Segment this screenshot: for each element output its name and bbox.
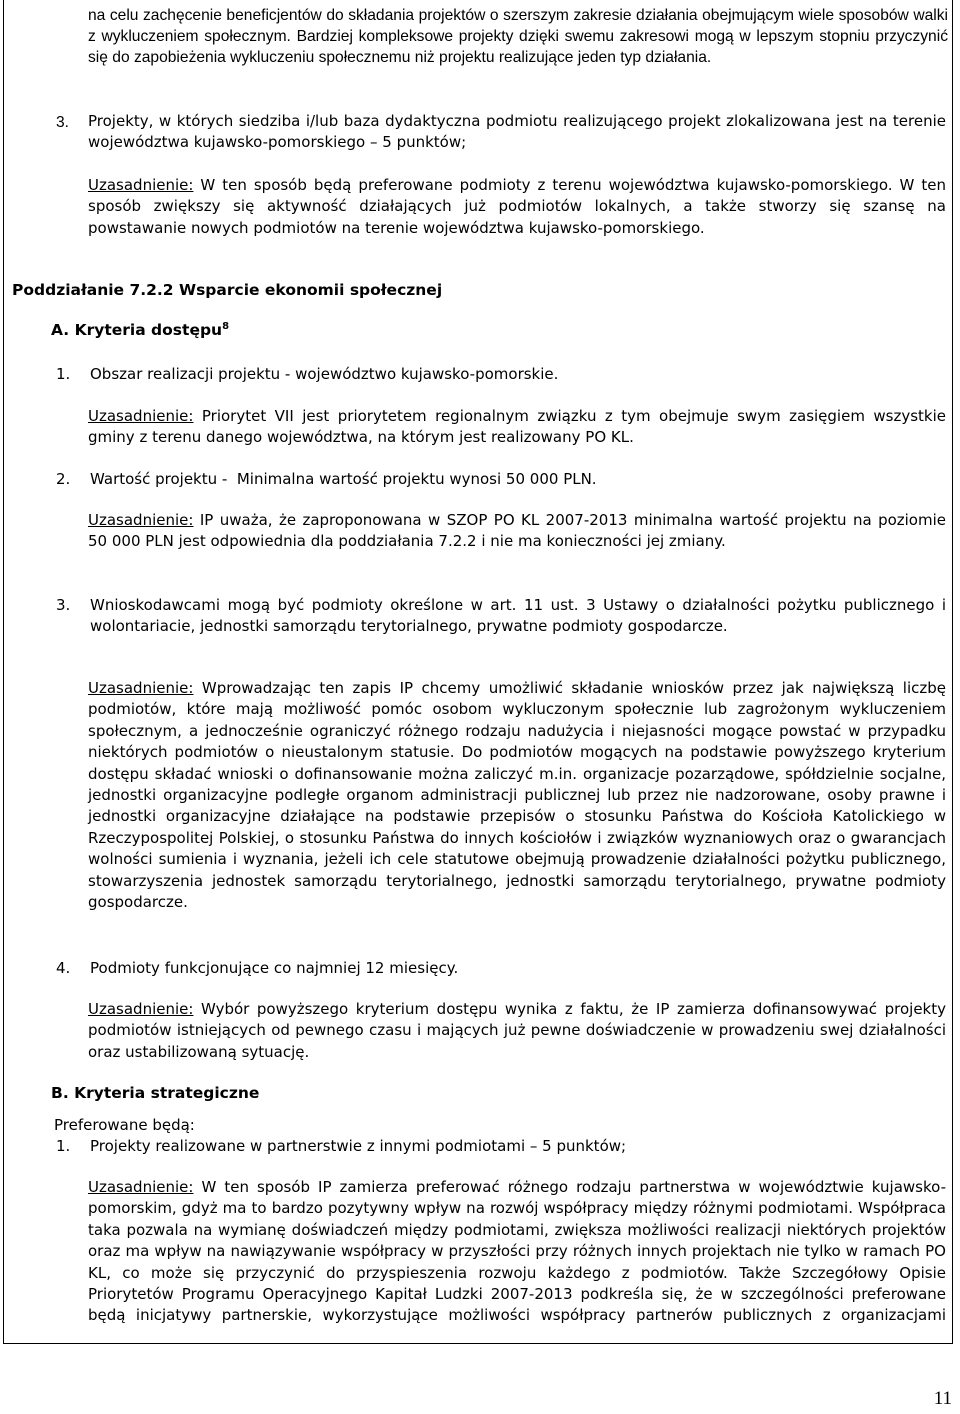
- page-number: 11: [933, 1388, 952, 1409]
- justification-paragraph: [88, 678, 946, 913]
- justification-label: Uzasadnienie:: [88, 1000, 194, 1018]
- intro-paragraph: na celu zachęcenie beneficjentów do składania projektów o szerszym zakresie działania obejmującym wiele sposobów walki z wykluczeniem społecznym. Bardziej kompleksowe projekty dzięki swemu zakresowi mogą w lepszym stopniu przyczynić się do zapobieżenia wykluczeniu społecznemu niż projektu realizujące jeden typ działania.: [88, 7, 948, 67]
- justification-paragraph: [88, 510, 946, 553]
- justification-text: Wprowadzając ten zapis IP chcemy umożliwić składanie wniosków przez jak największą liczbę podmiotów, które mają możliwość pomóc osobom wykluczonym społecznie lub zagrożonym wykluczeniem społecznym, a jednocześnie ograniczyć różnego rodzaju nadużycia i niejasności mogące powstać w przypadku niektórych podmiotów o nieustalonym statusie. Do podmiotów mogących na podstawie powyższego kryterium dostępu składać wnioski o dofinansowanie można zaliczyć m.in. organizacje pozarządowe, spółdzielnie socjalne, jednostki organizacyjne podległe organom administracji publicznej lub przez nie nadzorowane, osoby prawne i jednostki organizacyjne działające na podstawie przepisów o stosunku Państwa do Kościoła Katolickiego w Rzeczypospolitej Polskiej, o stosunku Państwa do innych kościołów i związków wyznaniowych oraz o gwarancjach wolności sumienia i wyznania, jeżeli ich cele statutowe obejmują prowadzenie działalności pożytku publicznego, stowarzyszenia jednostek samorządu terytorialnego, jednostki samorządu terytorialnego, prywatne podmioty gospodarcze.: [88, 679, 946, 912]
- justification-label: Uzasadnienie:: [88, 511, 194, 529]
- criterion-text: Wnioskodawcami mogą być podmioty określone w art. 11 ust. 3 Ustawy o działalności pożytku publicznego i wolontariacie, jednostki samorządu terytorialnego, prywatne podmioty gospodarcze.: [90, 596, 946, 636]
- item-number: 3.: [56, 596, 71, 614]
- criterion-text: Wartość projektu - Minimalna wartość projektu wynosi 50 000 PLN.: [90, 470, 597, 488]
- subaction-title: Poddziałanie 7.2.2 Wsparcie ekonomii społecznej: [12, 281, 443, 299]
- item-number: 1.: [56, 365, 71, 383]
- justification-label: Uzasadnienie:: [88, 407, 194, 425]
- item-number: 3.: [56, 114, 70, 131]
- justification-paragraph: [88, 406, 946, 449]
- justification-paragraph: [88, 175, 946, 239]
- criterion-text: Podmioty funkcjonujące co najmniej 12 miesięcy.: [90, 959, 459, 977]
- justification-label: Uzasadnienie:: [88, 679, 194, 697]
- item-number: 1.: [56, 1137, 71, 1155]
- criterion-text: Obszar realizacji projektu - województwo kujawsko-pomorskie.: [90, 365, 559, 383]
- section-b-title: B. Kryteria strategiczne: [51, 1084, 260, 1102]
- justification-paragraph: [88, 999, 946, 1063]
- item-number: 4.: [56, 959, 71, 977]
- justification-text: IP uważa, że zaproponowana w SZOP PO KL 2007-2013 minimalna wartość projektu na poziomie 50 000 PLN jest odpowiednia dla poddziałania 7.2.2 i nie ma konieczności jej zmiany.: [88, 511, 946, 551]
- criterion-text: Projekty, w których siedziba i/lub baza dydaktyczna podmiotu realizującego projekt zlokalizowana jest na terenie województwa kujawsko-pomorskiego – 5 punktów;: [88, 112, 946, 152]
- section-a-title: A. Kryteria dostępu$^8$: [51, 320, 230, 339]
- justification-paragraph: [88, 1177, 946, 1327]
- justification-text: Wybór powyższego kryterium dostępu wynika z faktu, że IP zamierza dofinansowywać projekty podmiotów istniejących od pewnego czasu i mających już pewne doświadczenie w prowadzeniu swej działalności oraz ustabilizowaną sytuację.: [88, 1000, 946, 1061]
- justification-text: W ten sposób IP zamierza preferować różnego rodzaju partnerstwa w województwie kujawsko-pomorskim, gdyż ma to bardzo pozytywny wpływ na rozwój współpracy między różnymi podmiotami. Współpraca taka pozwala na wymianę doświadczeń między podmiotami, zwiększa możliwości realizacji niektórych projektów oraz ma wpływ na nawiązywanie współpracy w przyszłości przy różnych innych projektach nie tylko w ramach PO KL, co może się przyczynić do przyspieszenia rozwoju każdego z podmiotów. Także Szczegółowy Opisie Priorytetów Programu Operacyjnego Kapitał Ludzki 2007-2013 podkreśla się, że w szczególności preferowane będą inicjatywy partnerskie, wykorzystujące możliwości współpracy partnerów publicznych z organizacjami: [88, 1178, 946, 1325]
- preferred-label: Preferowane będą:: [54, 1116, 195, 1134]
- justification-text: Priorytet VII jest priorytetem regionalnym związku z tym obejmuje swym zasięgiem wszystkie gminy z terenu danego województwa, na którym jest realizowany PO KL.: [88, 407, 946, 447]
- footnote-ref: 8: [222, 320, 230, 332]
- item-number: 2.: [56, 470, 71, 488]
- criterion-text: Projekty realizowane w partnerstwie z innymi podmiotami – 5 punktów;: [90, 1137, 627, 1155]
- justification-label: Uzasadnienie:: [88, 1178, 194, 1196]
- justification-label: Uzasadnienie:: [88, 176, 194, 194]
- justification-text: W ten sposób będą preferowane podmioty z terenu województwa kujawsko-pomorskiego. W ten sposób zwiększy się aktywność działających już podmiotów lokalnych, a także stworzy się szansę na powstawanie nowych podmiotów na terenie województwa kujawsko-pomorskiego.: [88, 176, 946, 237]
